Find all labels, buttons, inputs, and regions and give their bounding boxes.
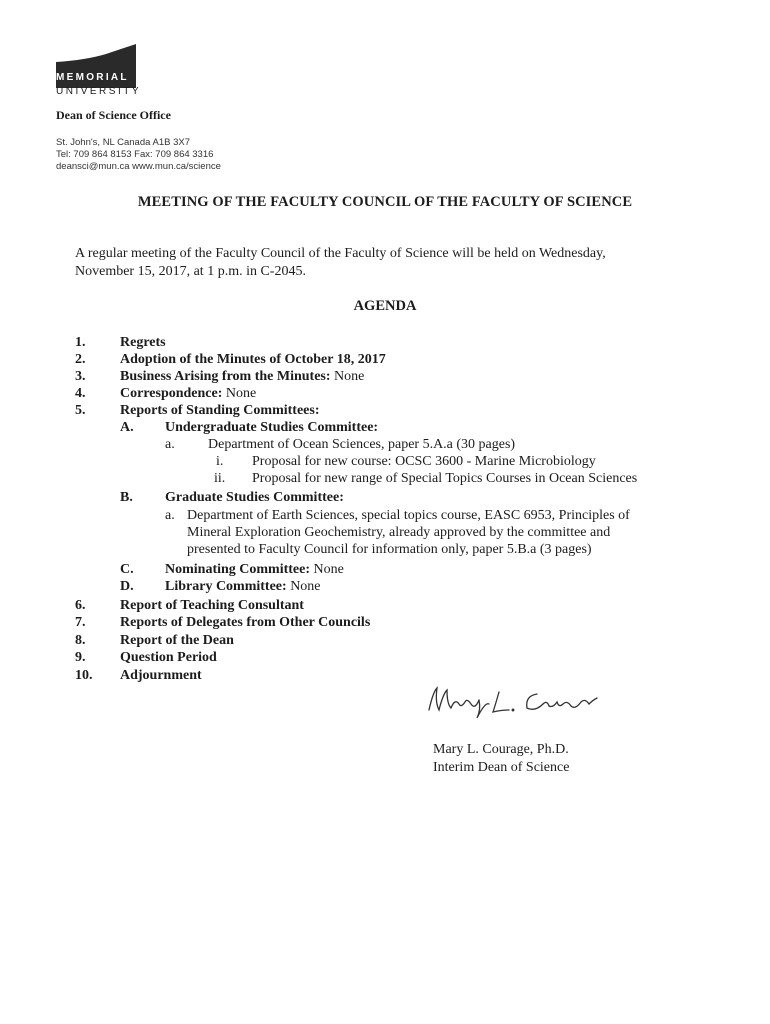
item-number: 9. [75,650,86,665]
item-report-dean: Report of the Dean [120,633,234,648]
item-number: 6. [75,598,86,613]
subitem-library-committee: Library Committee: None [165,579,321,594]
subitem-ocsc-3600: Proposal for new course: OCSC 3600 - Marine Microbiology [252,454,596,469]
intro-line-1: A regular meeting of the Faculty Council of the Faculty of Science will be held on Wednesday, [75,246,606,261]
signatory-name: Mary L. Courage, Ph.D. [433,742,569,757]
item-correspondence: Correspondence: None [120,386,257,401]
office-address: St. John's, NL Canada A1B 3X7 [56,137,191,148]
item-number: 1. [75,335,86,350]
subitem-letter: a. [165,437,175,452]
subitem-roman: ii. [214,471,226,486]
subitem-graduate-committee: Graduate Studies Committee: [165,490,344,505]
intro-line-2: November 15, 2017, at 1 p.m. in C-2045. [75,264,306,279]
subitem-letter: A. [120,420,134,435]
logo-text-memorial: MEMORIAL [56,72,129,83]
item-adoption-minutes: Adoption of the Minutes of October 18, 2017 [120,352,386,367]
item-adjournment: Adjournment [120,668,202,683]
subitem-letter: D. [120,579,134,594]
subitem-letter: a. [165,508,175,523]
item-number: 3. [75,369,86,384]
item-question-period: Question Period [120,650,217,665]
item-regrets: Regrets [120,335,166,350]
document-title: MEETING OF THE FACULTY COUNCIL OF THE FACULTY OF SCIENCE [137,194,633,210]
logo-text-university: UNIVERSITY [56,86,142,97]
intro-paragraph [75,245,695,281]
subitem-ocean-sciences-paper: Department of Ocean Sciences, paper 5.A.a (30 pages) [208,437,516,452]
subitem-roman: i. [216,454,224,469]
item-number: 4. [75,386,86,401]
subitem-undergraduate-committee: Undergraduate Studies Committee: [165,420,379,435]
item-standing-committees: Reports of Standing Committees: [120,403,320,418]
item-delegates: Reports of Delegates from Other Councils [120,615,371,630]
item-number: 5. [75,403,86,418]
subitem-special-topics: Proposal for new range of Special Topics Courses in Ocean Sciences [252,471,638,486]
office-phone: Tel: 709 864 8153 Fax: 709 864 3316 [56,149,214,160]
subitem-earth-sciences-line2: Mineral Exploration Geochemistry, already approved by the committee and [187,525,611,540]
agenda-heading: AGENDA [353,298,417,314]
item-number: 7. [75,615,86,630]
subitem-earth-sciences-line3: presented to Faculty Council for information only, paper 5.B.a (3 pages) [187,542,592,557]
office-web: deansci@mun.ca www.mun.ca/science [56,161,221,172]
office-name: Dean of Science Office [56,108,171,122]
subitem-earth-sciences-line1: Department of Earth Sciences, special topics course, EASC 6953, Principles of [187,508,630,523]
subitem-letter: B. [120,490,133,505]
item-number: 10. [75,668,93,683]
handwritten-signature [425,680,600,730]
subitem-nominating-committee: Nominating Committee: None [165,562,344,577]
signatory-role: Interim Dean of Science [433,760,570,775]
item-number: 2. [75,352,86,367]
item-number: 8. [75,633,86,648]
item-business-arising: Business Arising from the Minutes: None [120,369,365,384]
subitem-letter: C. [120,562,134,577]
item-teaching-consultant: Report of Teaching Consultant [120,598,304,613]
